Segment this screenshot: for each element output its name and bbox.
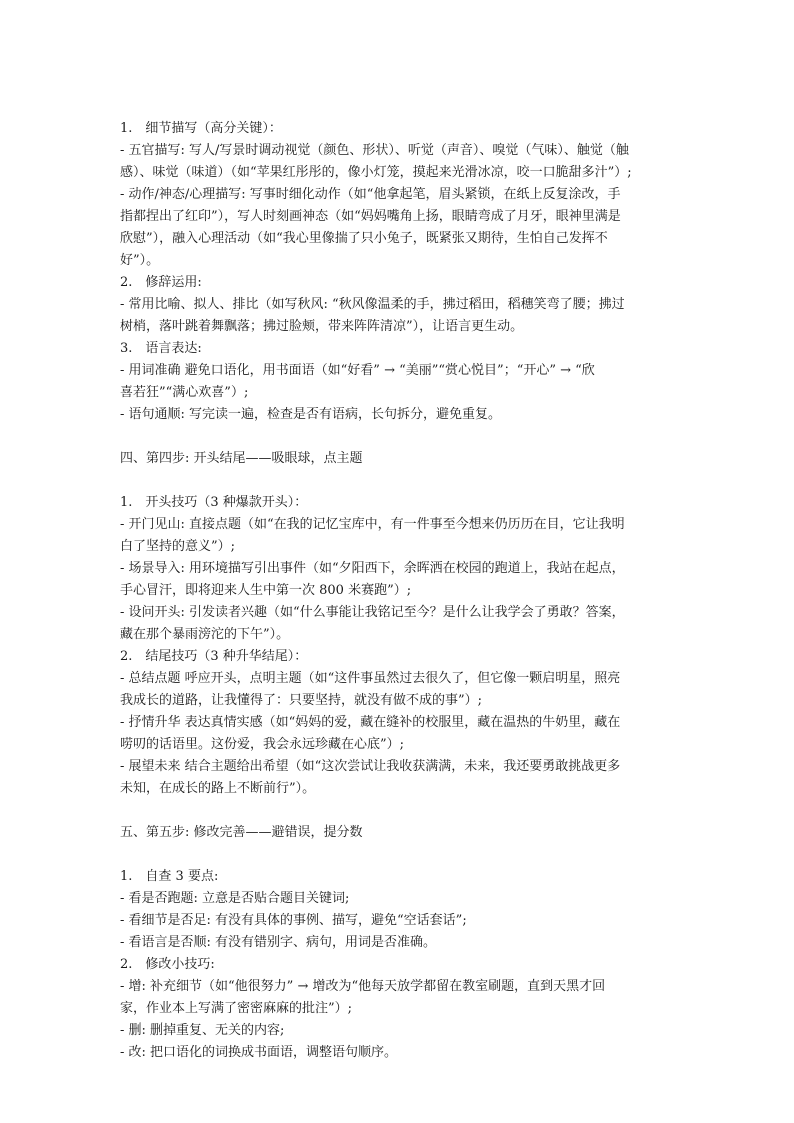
text-line: - 常用比喻、拟人、排比（如写秋风: “秋风像温柔的手，拂过稻田，稻穗笑弯了腰；拂过 [120, 297, 625, 312]
text-line: - 看语言是否顺: 有没有错别字、病句，用词是否准确。 [120, 935, 437, 950]
text-line: 指都捏出了红印”），写人时刻画神态（如“妈妈嘴角上扬，眼睛弯成了月牙，眼神里满是 [120, 209, 621, 224]
text-line: 未知，在成长的路上不断前行”）。 [120, 781, 316, 796]
text-line: - 删: 删掉重复、无关的内容; [120, 1023, 285, 1038]
numbered-item: 2. 结尾技巧（3 种升华结尾）： [120, 649, 308, 664]
text-line: - 看是否跑题: 立意是否贴合题目关键词; [120, 891, 350, 906]
blank-line [120, 844, 680, 866]
text-line: - 用词准确 避免口语化，用书面语（如“好看” → “美丽”“赏心悦目”；“开心” → “欣 [120, 363, 595, 378]
text-line: 欣慰”），融入心理活动（如“我心里像揣了只小兔子，既紧张又期待，生怕自己发挥不 [120, 231, 608, 246]
text-line: - 改: 把口语化的词换成书面语，调整语句顺序。 [120, 1045, 398, 1060]
numbered-item: 1. 细节描写（高分关键）： [120, 121, 282, 136]
text-line: - 五官描写: 写人/写景时调动视觉（颜色、形状）、听觉（声音）、嗅觉（气味）、触觉（触 [120, 143, 629, 158]
section-heading: 五、第五步: 修改完善——避错误，提分数 [120, 825, 363, 840]
section-heading: 四、第四步: 开头结尾——吸眼球，点主题 [120, 451, 363, 466]
text-line: - 动作/神态/心理描写: 写事时细化动作（如“他拿起笔，眉头紧锁，在纸上反复涂改，手 [120, 187, 621, 202]
text-line: 白了坚持的意义”）; [120, 539, 236, 554]
text-line: 藏在那个暴雨滂沱的下午”）。 [120, 627, 290, 642]
blank-line [120, 470, 680, 492]
text-line: 手心冒汗，即将迎来人生中第一次 800 米赛跑”）; [120, 583, 412, 598]
blank-line [120, 800, 680, 822]
text-line: 家，作业本上写满了密密麻麻的批注”）; [120, 1001, 353, 1016]
text-line: - 场景导入: 用环境描写引出事件（如“夕阳西下，余晖洒在校园的跑道上，我站在起点， [120, 561, 625, 576]
numbered-item: 2. 修辞运用: [120, 275, 202, 290]
text-line: 喜若狂”“满心欢喜”）; [120, 385, 249, 400]
text-line: 唠叨的话语里。这份爱，我会永远珍藏在心底”）; [120, 737, 405, 752]
text-line: 我成长的道路，让我懂得了：只要坚持，就没有做不成的事”）; [120, 693, 483, 708]
text-line: - 抒情升华 表达真情实感（如“妈妈的爱，藏在缝补的校服里，藏在温热的牛奶里，藏在 [120, 715, 621, 730]
numbered-item: 3. 语言表达: [120, 341, 202, 356]
numbered-item: 2. 修改小技巧: [120, 957, 215, 972]
text-line: 好”）。 [120, 253, 160, 268]
text-line: - 增: 补充细节（如“他很努力” → 增改为“他每天放学都留在教室刷题，直到天黑才回 [120, 979, 606, 994]
text-line: - 设问开头: 引发读者兴趣（如“什么事能让我铭记至今？是什么让我学会了勇敢？答案， [120, 605, 625, 620]
text-line: 树梢，落叶跳着舞飘落；拂过脸颊，带来阵阵清凉”），让语言更生动。 [120, 319, 524, 334]
text-line: - 语句通顺: 写完读一遍，检查是否有语病，长句拆分，避免重复。 [120, 407, 502, 422]
document-body [120, 118, 680, 1064]
blank-line [120, 426, 680, 448]
numbered-item: 1. 自查 3 要点: [120, 869, 219, 884]
text-line: - 展望未来 结合主题给出希望（如“这次尝试让我收获满满，未来，我还要勇敢挑战更多 [120, 759, 621, 774]
text-line: 感）、味觉（味道）（如“苹果红彤彤的，像小灯笼，摸起来光滑冰凉，咬一口脆甜多汁”）; [120, 165, 632, 180]
numbered-item: 1. 开头技巧（3 种爆款开头）： [120, 495, 308, 510]
text-line: - 开门见山: 直接点题（如“在我的记忆宝库中，有一件事至今想来仍历历在目，它让我明 [120, 517, 625, 532]
text-line: - 看细节是否足: 有没有具体的事例、描写，避免“空话套话”; [120, 913, 467, 928]
text-line: - 总结点题 呼应开头，点明主题（如“这件事虽然过去很久了，但它像一颗启明星，照亮 [120, 671, 621, 686]
